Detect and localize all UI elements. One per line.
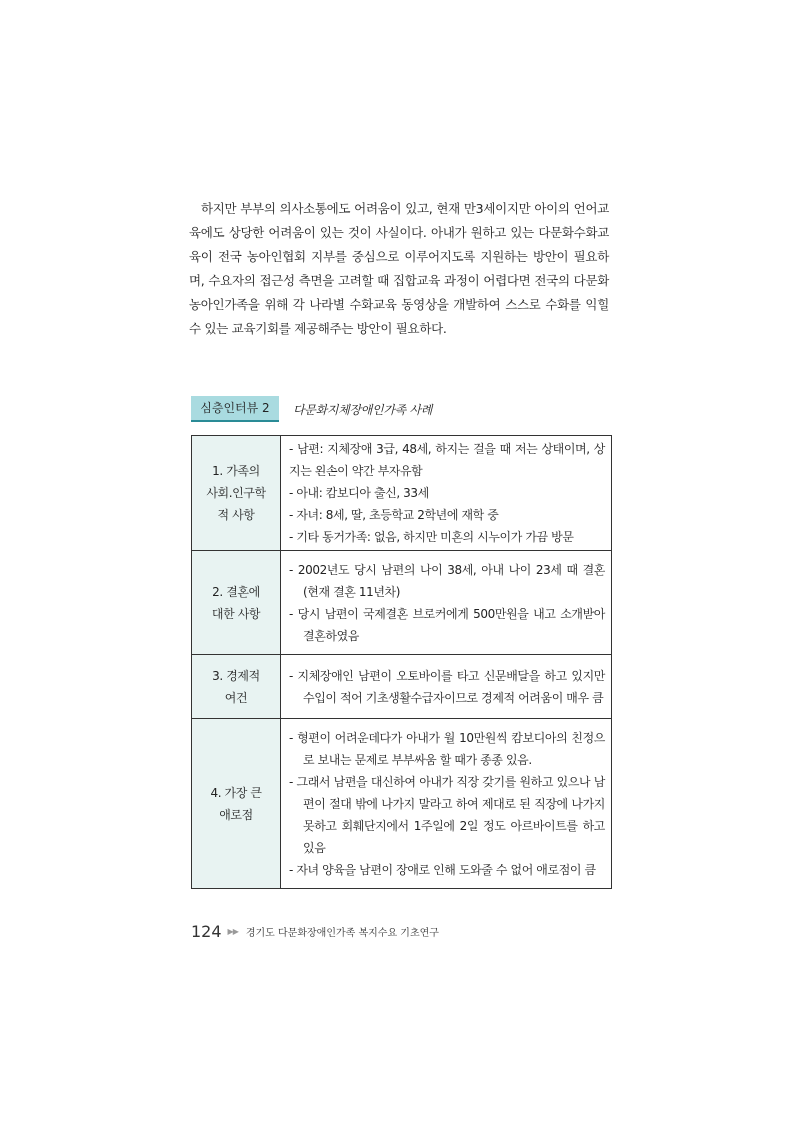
list-item: - 기타 동거가족: 없음, 하지만 미혼의 시누이가 가끔 방문 [289,530,574,544]
page-footer [191,922,439,941]
row-heading-line: 1. 가족의 [212,464,260,478]
row-content [281,719,612,889]
row-content [281,436,612,551]
row-heading-line: 대한 사항 [211,606,261,621]
body-paragraph: 하지만 부부의 의사소통에도 어려움이 있고, 현재 만3세이지만 아이의 언어교육에도 상당한 어려움이 있는 것이 사실이다. 아내가 원하고 있는 다문화수화교육이 전국 농아인협회 지부를 중심으로 이루어지도록 지원하는 방안이 필요하며, 수요자의 접근성 측면을 고려할 때 집합교육 과정이 어렵다면 전국의 다문화농아인가족을 위해 각 나라별 수화교육 동영상을 개발하여 스스로 수화를 익힐 수 있는 교육기회를 제공해주는 방안이 필요하다. [189,201,609,336]
row-heading-line: 2. 결혼에 [212,584,260,599]
interview-header [191,396,432,422]
table-row [192,436,612,551]
list-item: - 남편: 지체장애 3급, 48세, 하지는 걸을 때 저는 상태이며, 상지는 왼손이 약간 부자유함 [289,442,605,478]
row-heading-line: 적 사항 [217,508,255,522]
row-content [281,551,612,655]
body-paragraph-block [189,197,609,341]
list-item: - 지체장애인 남편이 오토바이를 타고 신문배달을 하고 있지만 수입이 적어 기초생활수급자이므로 경제적 어려움이 매우 큼 [289,668,605,705]
running-title: 경기도 다문화장애인가족 복지수요 기초연구 [245,928,439,939]
list-item: - 자녀: 8세, 딸, 초등학교 2학년에 재학 중 [289,508,499,522]
row-heading-line: 사회.인구학 [206,486,266,500]
double-arrow-icon: ▶▶ [227,927,238,936]
row-heading-line: 3. 경제적 [212,668,260,683]
row-heading-line: 4. 가장 큰 [210,785,262,800]
table-row [192,655,612,719]
row-heading [192,436,281,551]
row-content [281,655,612,719]
row-heading-line: 애로점 [219,807,253,822]
list-item: - 당시 남편이 국제결혼 브로커에게 500만원을 내고 소개받아 결혼하였음 [289,606,605,643]
row-heading [192,655,281,719]
table-row [192,551,612,655]
list-item: - 아내: 캄보디아 출신, 33세 [289,486,429,500]
list-item: - 그래서 남편을 대신하여 아내가 직장 갖기를 원하고 있으나 남편이 절대 밖에 나가지 말라고 하여 제대로 된 직장에 나가지 못하고 회훼단지에서 1주일에 2일 정도 아르바이트를 하고 있음 [289,774,605,855]
interview-label: 심층인터뷰 2 [191,396,279,422]
interview-title: 다문화지체장애인가족 사례 [293,402,433,417]
list-item: - 형편이 어려운데다가 아내가 월 10만원씩 캄보디아의 친정으로 보내는 문제로 부부싸움 할 때가 종종 있음. [289,730,605,767]
row-heading [192,551,281,655]
interview-table [191,435,612,889]
row-heading-line: 여건 [224,690,248,705]
table-row [192,719,612,889]
list-item: - 자녀 양육을 남편이 장애로 인해 도와줄 수 없어 애로점이 큼 [289,862,596,877]
list-item: - 2002년도 당시 남편의 나이 38세, 아내 나이 23세 때 결혼(현재 결혼 11년차) [289,562,605,599]
page-number: 124 [191,922,222,941]
row-heading [192,719,281,889]
